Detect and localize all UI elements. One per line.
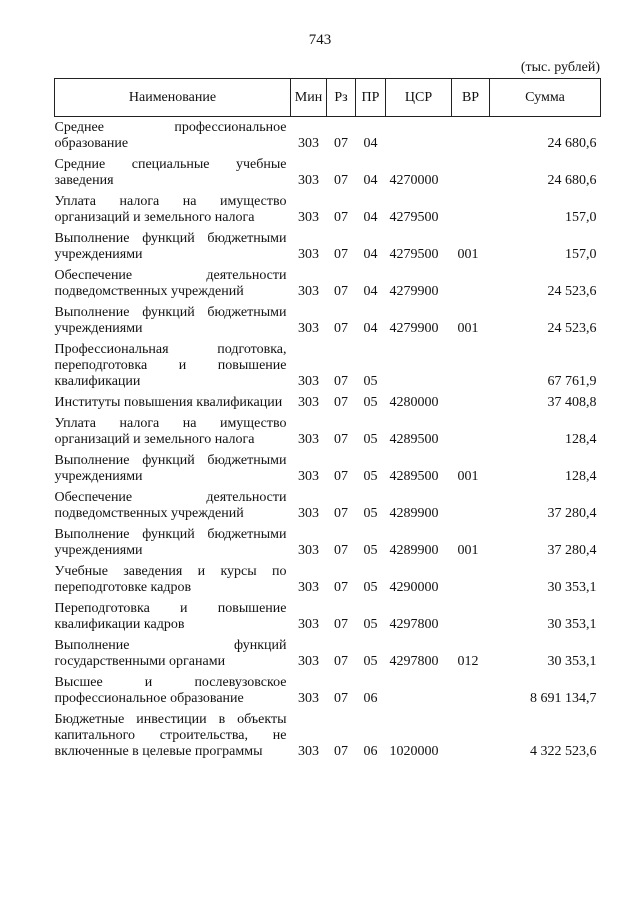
cell-rz: 07 [334, 543, 348, 558]
cell-sum: 30 353,1 [547, 617, 597, 632]
cell-rz: 07 [334, 374, 348, 389]
cell-pr: 05 [363, 469, 378, 484]
cell-min: 303 [298, 691, 319, 706]
units-label: (тыс. рублей) [520, 60, 600, 75]
cell-csr: 4297800 [389, 654, 439, 669]
cell-pr: 05 [363, 654, 378, 669]
cell-sum: 128,4 [565, 469, 597, 484]
cell-name: Выполнение функций бюджетными учреждениями [54, 527, 287, 558]
table-row [55, 154, 601, 191]
cell-min: 303 [298, 654, 319, 669]
cell-vr [452, 413, 490, 450]
cell-rz: 07 [334, 173, 348, 188]
cell-csr: 4289500 [389, 432, 439, 447]
cell-rz: 07 [334, 744, 348, 759]
cell-name: Профессиональная подготовка, переподготовка и повышение квалификации [54, 342, 287, 389]
table-row [55, 228, 601, 265]
cell-rz: 07 [334, 321, 348, 336]
cell-name: Средние специальные учебные заведения [54, 157, 287, 188]
header-sum: Сумма [490, 79, 601, 117]
cell-pr: 05 [363, 580, 378, 595]
header-name: Наименование [55, 79, 291, 117]
cell-sum: 24 523,6 [547, 284, 597, 299]
cell-rz: 07 [334, 136, 348, 151]
cell-csr: 1020000 [389, 744, 439, 759]
cell-name: Уплата налога на имущество организаций и земельного налога [54, 416, 287, 447]
table-row [55, 635, 601, 672]
cell-min: 303 [298, 580, 319, 595]
cell-rz: 07 [334, 469, 348, 484]
table-row [55, 709, 601, 762]
cell-vr [452, 598, 490, 635]
cell-vr [452, 154, 490, 191]
cell-pr: 04 [363, 247, 378, 262]
cell-csr: 4289900 [389, 506, 439, 521]
cell-vr [452, 709, 490, 762]
table-row [55, 487, 601, 524]
page-number: 743 [308, 32, 332, 48]
header-pr: ПР [356, 79, 386, 117]
header-min: Мин [291, 79, 327, 117]
cell-min: 303 [298, 395, 319, 410]
cell-min: 303 [298, 321, 319, 336]
cell-rz: 07 [334, 395, 348, 410]
cell-name: Выполнение функций бюджетными учреждениями [54, 453, 287, 484]
cell-min: 303 [298, 284, 319, 299]
cell-min: 303 [298, 136, 319, 151]
cell-name: Высшее и послевузовское профессиональное образование [54, 675, 287, 706]
cell-min: 303 [298, 210, 319, 225]
table-body [55, 117, 601, 763]
cell-csr: 4279900 [389, 284, 439, 299]
cell-rz: 07 [334, 506, 348, 521]
cell-csr: 4297800 [389, 617, 439, 632]
cell-vr: 001 [457, 247, 479, 262]
cell-sum: 8 691 134,7 [530, 691, 597, 706]
cell-sum: 157,0 [565, 210, 597, 225]
cell-rz: 07 [334, 691, 348, 706]
cell-pr: 04 [363, 321, 378, 336]
table-row [55, 413, 601, 450]
cell-pr: 05 [363, 432, 378, 447]
cell-rz: 07 [334, 284, 348, 299]
cell-sum: 30 353,1 [547, 580, 597, 595]
cell-name: Учебные заведения и курсы по переподготовке кадров [54, 564, 287, 595]
cell-vr [452, 191, 490, 228]
cell-sum: 24 680,6 [547, 173, 597, 188]
cell-vr [452, 392, 490, 413]
cell-name: Выполнение функций государственными органами [54, 638, 287, 669]
cell-vr [452, 487, 490, 524]
cell-vr [452, 561, 490, 598]
header-csr: ЦСР [386, 79, 452, 117]
table-row [55, 265, 601, 302]
table-row [55, 302, 601, 339]
cell-pr: 04 [363, 210, 378, 225]
cell-pr: 06 [363, 744, 378, 759]
table-row [55, 524, 601, 561]
cell-min: 303 [298, 173, 319, 188]
cell-rz: 07 [334, 580, 348, 595]
cell-name: Выполнение функций бюджетными учреждениями [54, 231, 287, 262]
cell-csr [386, 339, 452, 392]
cell-name: Уплата налога на имущество организаций и земельного налога [54, 194, 287, 225]
table-row [55, 117, 601, 155]
cell-min: 303 [298, 374, 319, 389]
table-row [55, 392, 601, 413]
cell-csr: 4279500 [389, 210, 439, 225]
cell-rz: 07 [334, 617, 348, 632]
cell-min: 303 [298, 506, 319, 521]
cell-pr: 05 [363, 374, 378, 389]
cell-pr: 04 [363, 284, 378, 299]
cell-sum: 37 408,8 [547, 395, 597, 410]
cell-csr: 4289500 [389, 469, 439, 484]
cell-vr: 001 [457, 321, 479, 336]
cell-sum: 4 322 523,6 [530, 744, 597, 759]
budget-table [54, 78, 601, 762]
cell-min: 303 [298, 432, 319, 447]
cell-pr: 05 [363, 543, 378, 558]
cell-pr: 04 [363, 173, 378, 188]
cell-sum: 24 523,6 [547, 321, 597, 336]
table-row [55, 672, 601, 709]
table-row [55, 191, 601, 228]
cell-sum: 37 280,4 [547, 543, 597, 558]
cell-sum: 67 761,9 [547, 374, 597, 389]
cell-rz: 07 [334, 654, 348, 669]
cell-csr [386, 117, 452, 155]
cell-vr [452, 265, 490, 302]
table-row [55, 339, 601, 392]
cell-name: Обеспечение деятельности подведомственных учреждений [54, 268, 287, 299]
cell-min: 303 [298, 543, 319, 558]
table-row [55, 450, 601, 487]
cell-name: Выполнение функций бюджетными учреждениями [54, 305, 287, 336]
cell-name: Среднее профессиональное образование [54, 120, 287, 151]
cell-vr [452, 117, 490, 155]
cell-min: 303 [298, 469, 319, 484]
cell-rz: 07 [334, 432, 348, 447]
cell-min: 303 [298, 744, 319, 759]
cell-name: Обеспечение деятельности подведомственных учреждений [54, 490, 287, 521]
cell-csr [386, 672, 452, 709]
cell-vr: 012 [457, 654, 479, 669]
cell-name: Переподготовка и повышение квалификации кадров [54, 601, 287, 632]
cell-csr: 4280000 [389, 395, 439, 410]
cell-min: 303 [298, 617, 319, 632]
cell-csr: 4279500 [389, 247, 439, 262]
cell-pr: 05 [363, 395, 378, 410]
cell-vr: 001 [457, 469, 479, 484]
cell-rz: 07 [334, 210, 348, 225]
cell-sum: 30 353,1 [547, 654, 597, 669]
cell-name: Институты повышения квалификации [54, 395, 283, 410]
cell-sum: 128,4 [565, 432, 597, 447]
cell-vr: 001 [457, 543, 479, 558]
cell-name: Бюджетные инвестиции в объекты капитального строительства, не включенные в целевые программы [54, 712, 287, 759]
cell-sum: 24 680,6 [547, 136, 597, 151]
table-header [55, 79, 601, 117]
cell-csr: 4289900 [389, 543, 439, 558]
header-vr: ВР [452, 79, 490, 117]
cell-csr: 4270000 [389, 173, 439, 188]
cell-vr [452, 672, 490, 709]
cell-pr: 05 [363, 506, 378, 521]
header-rz: Рз [327, 79, 356, 117]
cell-min: 303 [298, 247, 319, 262]
cell-csr: 4279900 [389, 321, 439, 336]
cell-pr: 06 [363, 691, 378, 706]
cell-sum: 157,0 [565, 247, 597, 262]
cell-rz: 07 [334, 247, 348, 262]
cell-csr: 4290000 [389, 580, 439, 595]
cell-sum: 37 280,4 [547, 506, 597, 521]
table-row [55, 561, 601, 598]
cell-pr: 05 [363, 617, 378, 632]
table-row [55, 598, 601, 635]
cell-pr: 04 [363, 136, 378, 151]
cell-vr [452, 339, 490, 392]
